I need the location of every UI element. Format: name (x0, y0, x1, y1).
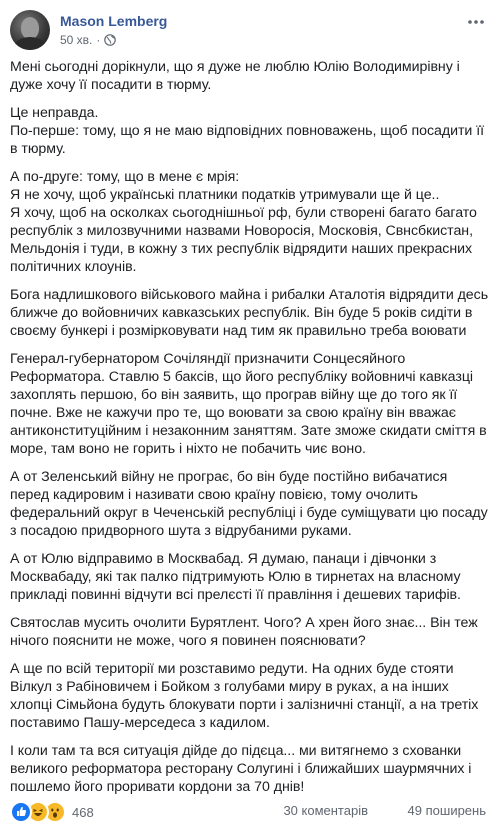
post-paragraph (10, 468, 488, 540)
post-footer (10, 800, 488, 822)
text-line: Москвабаду, які так палко підтримують Юлю в тирнетах на власному (10, 569, 461, 585)
comments-link[interactable]: 30 коментарів (283, 803, 368, 818)
text-line: Я не хочу, щоб українські платники податків утримували ще й це.. (10, 187, 440, 203)
post-paragraph (10, 614, 488, 650)
avatar-body (14, 37, 46, 50)
text-line: Це неправда. (10, 105, 99, 121)
text-line: пошлемо його проривати кордони за 70 днів! (10, 779, 305, 795)
text-line: з посадою придворного шута з відрубаними руками. (10, 523, 352, 539)
text-line: перед кадировим і називати свою країну повією, тому очолить (10, 487, 418, 503)
post-paragraph (10, 104, 488, 158)
text-line: поставимо Пашу-мерседеса з кадилом. (10, 715, 270, 731)
text-line: республік з милозвучними назвами Новоросія, Московія, Свнсбкистан, (10, 223, 473, 239)
text-line: політичних клоунів. (10, 259, 137, 275)
text-line: Вілкул з Рабіновичем і Бойком з голубами миру в руках, а на інших (10, 679, 449, 695)
meta-separator: · (96, 33, 101, 47)
text-line: Бога надлишкового військового майна і рибалки Аталотія відрядити десь (10, 287, 489, 303)
text-line: антиконституційним і незаконним заняттям. Зате зможе скидати сміття в (10, 423, 487, 439)
text-line: прикладі повинні відчути всі прелєсті її правління і дешевих тарифів. (10, 587, 461, 603)
post-paragraph (10, 742, 488, 796)
post-meta (60, 33, 116, 47)
text-line: А от Юлю відправимо в Москвабад. Я думаю, панаци і дівчонки з (10, 551, 437, 567)
text-line: дуже хочу її посадити в тюрму. (10, 77, 212, 93)
text-line: Мельдонія і туди, в кожну з тих республік відрядити наших прекрасних (10, 241, 473, 257)
text-line: А ще по всій території ми розставимо редути. На одних буде стояти (10, 661, 454, 677)
text-line: захоплять першою, бо він заявить, що програв війну ще до того як її (10, 387, 458, 403)
text-line: По-перше: тому, що я не маю відповідних повноважень, щоб посадити її (10, 123, 484, 139)
globe-icon[interactable] (104, 34, 116, 46)
like-icon (10, 801, 32, 823)
more-options-icon[interactable] (465, 14, 487, 30)
author-name[interactable]: Mason Lemberg (60, 13, 168, 29)
text-line: Реформатора. Ставлю 5 баксів, що його республіку войовничі кавказці (10, 369, 473, 385)
text-line: Я хочу, щоб на осколках сьогоднішньої рф, були створені багато багато (10, 205, 477, 221)
post-timestamp[interactable]: 50 хв. (60, 33, 93, 47)
author-avatar[interactable] (10, 10, 50, 50)
text-line: почне. Вже не кажучи про те, що воювати за свою країну він вважає (10, 405, 456, 421)
text-line: своєму бункері і розмірковувати над тим як правильно треба воювати (10, 323, 467, 339)
text-line: Генерал-губернатором Сочіляндії призначити Сонцесяйного (10, 351, 406, 367)
reaction-count: 468 (72, 804, 94, 820)
post-paragraph (10, 286, 488, 340)
avatar-face (21, 17, 39, 39)
text-line: Мені сьогодні дорікнули, що я дуже не люблю Юлію Володимирівну і (10, 59, 460, 75)
post-paragraph (10, 550, 488, 604)
text-line: в тюрму. (10, 141, 66, 157)
text-line: І коли там та вся ситуація дійде до підєца... ми витягнемо з схованки (10, 743, 462, 759)
post-paragraph (10, 660, 488, 732)
shares-link[interactable]: 49 поширень (407, 803, 486, 818)
reactions-summary[interactable] (10, 801, 94, 823)
post-paragraph (10, 350, 488, 458)
text-line: море, там воно не горить і ніхто не побачить чиє воно. (10, 441, 366, 457)
text-line: Святослав мусить очолити Бурятлент. Чого? А хрен його знає... Він теж (10, 615, 478, 631)
text-line: А по-друге: тому, що в мене є мрія: (10, 169, 240, 185)
text-line: нічого пояснити не може, чого я повинен пояснювати? (10, 633, 366, 649)
post-text (10, 58, 488, 806)
text-line: А от Зеленський війну не програє, бо він буде постійно вибачатися (10, 469, 448, 485)
text-line: хлопці Сімьйона будуть блокувати порти і залізничні станції, а на третіх (10, 697, 479, 713)
text-line: федеральний округ в Чеченській республіці і буде суміщувати цю посаду (10, 505, 488, 521)
post-paragraph (10, 168, 488, 276)
text-line: великого реформатора ресторану Солугині і ближайших шаурмячних і (10, 761, 472, 777)
post-paragraph (10, 58, 488, 94)
text-line: ближче до войовничих кавказських республік. Він буде 5 років сидіти в (10, 305, 473, 321)
post-header (10, 10, 487, 54)
